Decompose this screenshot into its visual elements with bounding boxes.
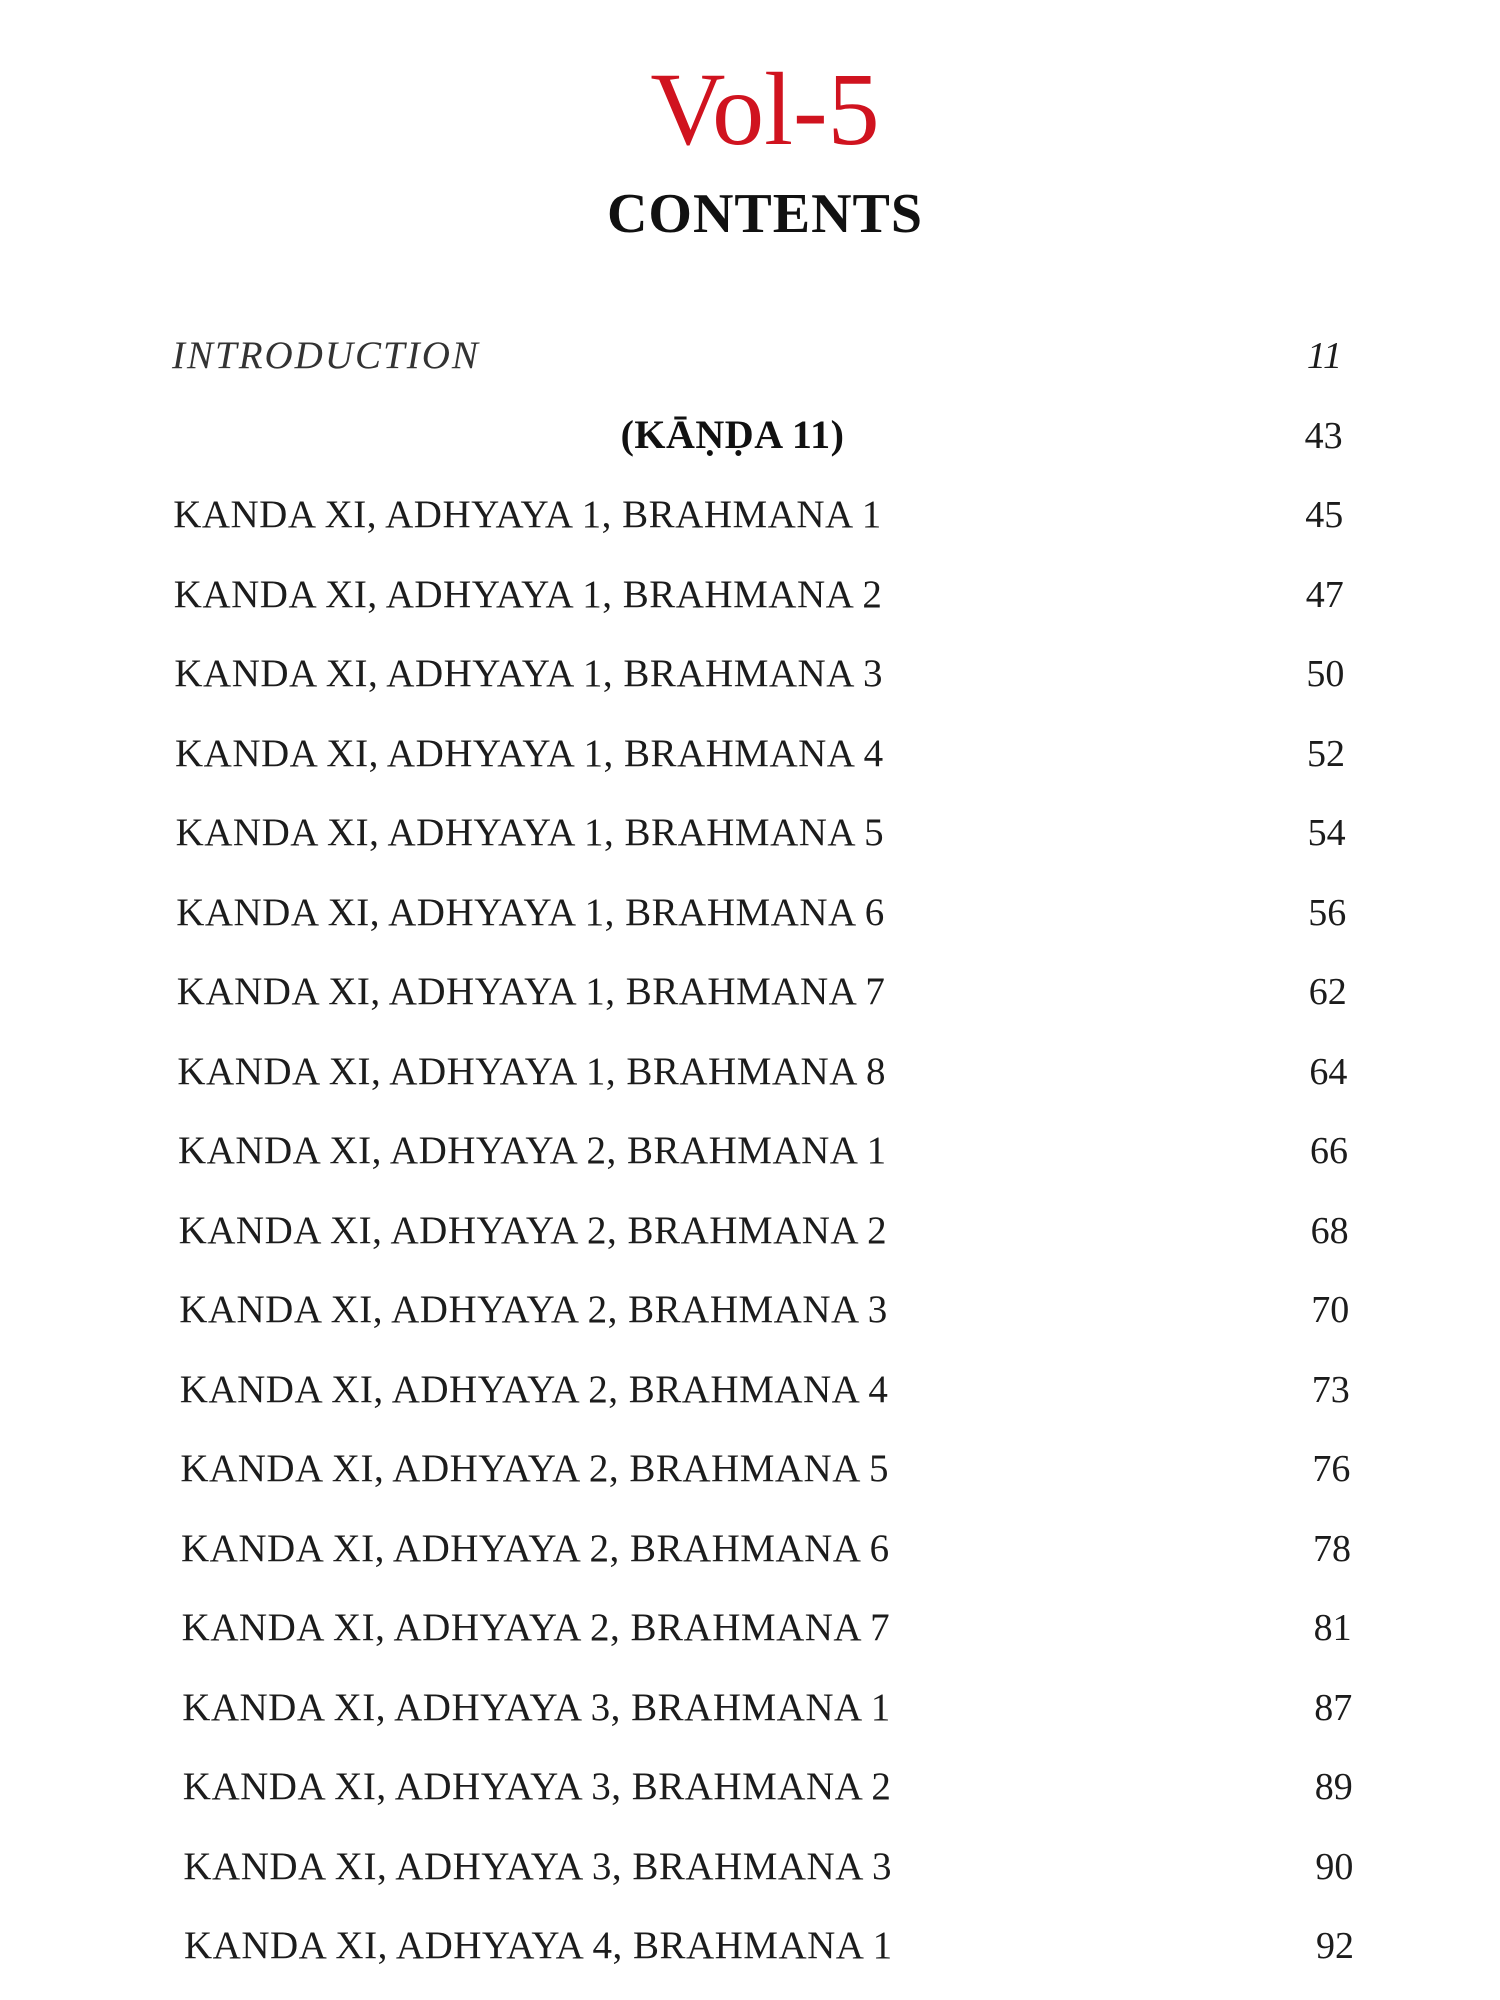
toc-entry	[172, 315, 1342, 375]
toc-entry-page-number: 43	[1304, 414, 1343, 457]
toc-entry-page-number: 70	[1311, 1289, 1350, 1331]
toc-entry	[184, 1905, 1354, 1965]
toc-entry	[180, 1428, 1350, 1488]
toc-entry-page-number: 54	[1307, 812, 1346, 854]
toc-entry-page-number: 78	[1313, 1527, 1351, 1570]
toc-entry-label: KANDA XI, ADHYAYA 1, BRAHMANA 3	[174, 652, 883, 695]
toc-entry-page-number: 56	[1308, 891, 1347, 934]
toc-entry-label: KANDA XI, ADHYAYA 3, BRAHMANA 2	[182, 1765, 892, 1808]
toc-entry-page-number: 68	[1310, 1209, 1349, 1252]
toc-entry-page-number: 52	[1307, 732, 1345, 775]
toc-entry	[183, 1746, 1353, 1806]
toc-entry-label: (KĀṆḌA 11)	[620, 411, 845, 457]
toc-entry-page-number: 90	[1315, 1845, 1354, 1888]
toc-entry-label: KANDA XI, ADHYAYA 1, BRAHMANA 1	[173, 493, 882, 536]
toc-entry-page-number: 66	[1310, 1130, 1348, 1172]
toc-entry-label: KANDA XI, ADHYAYA 2, BRAHMANA 2	[178, 1208, 888, 1252]
toc-entry	[176, 792, 1346, 852]
toc-entry-label: KANDA XI, ADHYAYA 3, BRAHMANA 1	[182, 1685, 891, 1729]
toc-entry-label: KANDA XI, ADHYAYA 3, BRAHMANA 3	[183, 1844, 892, 1888]
toc-entry-page-number: 62	[1308, 971, 1347, 1013]
volume-title: Vol-5	[650, 52, 880, 167]
toc-entry	[180, 1349, 1350, 1409]
toc-entry-page-number: 87	[1314, 1686, 1353, 1729]
toc-entry-page-number: 50	[1306, 653, 1345, 695]
toc-entry	[175, 713, 1345, 773]
toc-entry	[174, 554, 1344, 614]
toc-entry-label: INTRODUCTION	[172, 334, 480, 377]
toc-entry-label: KANDA XI, ADHYAYA 2, BRAHMANA 6	[181, 1526, 890, 1570]
toc-entry-page-number: 64	[1309, 1050, 1348, 1093]
toc-entry-page-number: 73	[1311, 1368, 1350, 1411]
toc-entry-label: KANDA XI, ADHYAYA 1, BRAHMANA 5	[175, 811, 885, 854]
toc-entry	[182, 1667, 1352, 1727]
toc-entry-page-number: 81	[1313, 1607, 1352, 1649]
toc-entry-label: KANDA XI, ADHYAYA 2, BRAHMANA 4	[179, 1367, 889, 1411]
toc-entry	[176, 872, 1346, 932]
toc-entry	[174, 633, 1344, 693]
toc-entry-label: KANDA XI, ADHYAYA 4, BRAHMANA 1	[184, 1924, 893, 1967]
toc-entry-label: KANDA XI, ADHYAYA 1, BRAHMANA 2	[173, 572, 883, 616]
toc-entry-page-number: 11	[1306, 335, 1342, 377]
toc-entry-label: KANDA XI, ADHYAYA 1, BRAHMANA 4	[175, 731, 884, 775]
toc-entry-page-number: 45	[1305, 494, 1344, 536]
toc-entry-label: KANDA XI, ADHYAYA 2, BRAHMANA 7	[181, 1606, 891, 1649]
toc-entry-page-number: 47	[1305, 573, 1344, 616]
toc-entry	[178, 1110, 1348, 1170]
toc-entry	[181, 1508, 1351, 1568]
toc-entry-label: KANDA XI, ADHYAYA 1, BRAHMANA 7	[176, 970, 886, 1013]
toc-entry-label: KANDA XI, ADHYAYA 2, BRAHMANA 3	[179, 1288, 888, 1331]
toc-entry-label: KANDA XI, ADHYAYA 1, BRAHMANA 8	[177, 1049, 886, 1093]
toc-entry-page-number: 92	[1316, 1925, 1354, 1967]
toc-entry	[182, 1587, 1352, 1647]
toc-entry	[173, 474, 1343, 534]
toc-entry-label: KANDA XI, ADHYAYA 2, BRAHMANA 5	[180, 1447, 889, 1490]
toc-entry	[177, 1031, 1347, 1091]
toc-entry-page-number: 76	[1312, 1448, 1351, 1490]
toc-entry	[183, 1826, 1353, 1886]
toc-entry	[179, 1190, 1349, 1250]
toc-entry-page-number: 89	[1314, 1766, 1353, 1808]
toc-entry	[177, 951, 1347, 1011]
toc-entry-label: KANDA XI, ADHYAYA 2, BRAHMANA 1	[178, 1129, 887, 1172]
toc-entry-label: KANDA XI, ADHYAYA 1, BRAHMANA 6	[176, 890, 885, 934]
contents-title: CONTENTS	[606, 183, 924, 245]
toc-entry	[173, 395, 1343, 455]
toc-entry	[179, 1269, 1349, 1329]
